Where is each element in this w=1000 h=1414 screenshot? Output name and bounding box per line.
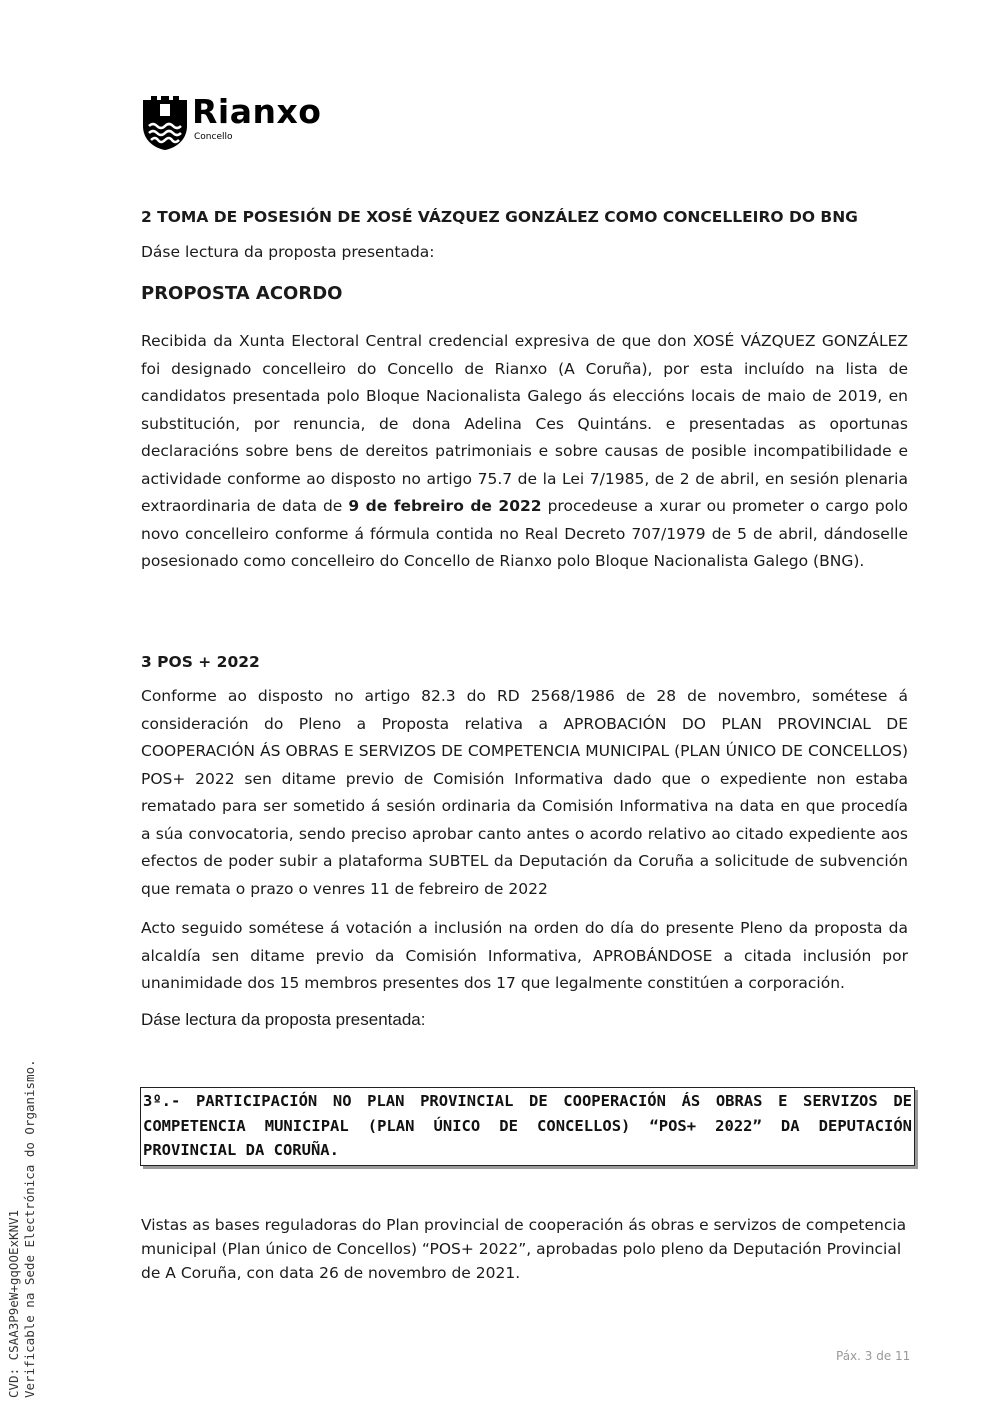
- section-3-heading-block: [141, 653, 908, 671]
- section-3-title: 3 POS + 2022: [141, 653, 260, 671]
- section-2-intro-block: [141, 243, 908, 261]
- logo-name: Rianxo: [192, 92, 322, 131]
- section-3-paragraph-2: Acto seguido sométese á votación a inclusión na orden do día do presente Pleno da proposta da alcaldía sen ditame previo da Comisión Informativa, APROBÁNDOSE a citada inclusión por unanimidade dos 15 membros presentes dos 17 que legalmente constitúen a corporación.: [141, 919, 908, 992]
- verification-note: Verificable na Sede Electrónica do Organismo.: [22, 1059, 37, 1398]
- proposal-subtitle: PROPOSTA ACORDO: [141, 283, 343, 304]
- section-2-heading-block: [141, 208, 908, 226]
- section-3-para2-block: [141, 915, 908, 998]
- section-2-title: 2 TOMA DE POSESIÓN DE XOSÉ VÁZQUEZ GONZÁLEZ COMO CONCELLEIRO DO BNG: [141, 208, 858, 226]
- section-2-body: [141, 328, 908, 576]
- section-2-intro: Dáse lectura da proposta presentada:: [141, 243, 435, 261]
- section-3-paragraph-3: Vistas as bases reguladoras do Plan provincial de cooperación ás obras e servizos de competencia municipal (Plan único de Concellos) “POS+ 2022”, aprobadas polo pleno da Deputación Provincial de A Coruña, con data 26 de novembro de 2021.: [141, 1216, 907, 1282]
- verification-code: CVD: CSAA3P9eW+gqOOExKNV1: [6, 1209, 21, 1398]
- boxed-item-title: 3º.- PARTICIPACIÓN NO PLAN PROVINCIAL DE COOPERACIÓN ÁS OBRAS E SERVIZOS DE COMPETENCIA MUNICIPAL (PLAN ÚNICO DE CONCELLOS) “POS+ 2022” DA DEPUTACIÓN PROVINCIAL DA CORUÑA.: [140, 1087, 915, 1166]
- section-2-subtitle-block: [141, 283, 908, 304]
- section-2-body-start: Recibida da Xunta Electoral Central credencial expresiva de que don XOSÉ VÁZQUEZ GONZÁLEZ foi designado concelleiro do Concello de Rianxo (A Coruña), por esta incluído na lista de candidatos presentada polo Bloque Nacionalista Galego ás eleccións locais de maio de 2019, en substitución, por renuncia, de dona Adelina Ces Quintáns. e presentadas as oportunas declaracións sobre bens de dereitos patrimoniais e sobre causas de posible incompatibilidade e actividade conforme ao disposto no artigo 75.7 de la Lei 7/1985, de 2 de abril, en sesión plenaria extraordinaria de data de: [141, 332, 908, 515]
- page-number: Páx. 3 de 11: [836, 1349, 911, 1363]
- logo-subtitle: Concello: [194, 132, 233, 142]
- session-date: 9 de febreiro de 2022: [348, 497, 542, 515]
- section-3-intro-block: [141, 1010, 908, 1030]
- section-2-body-end: procedeuse a xurar ou prometer o cargo polo novo concelleiro conforme á fórmula contida no Real Decreto 707/1979 de 5 de abril, dándoselle posesionado como concelleiro do Concello de Rianxo polo Bloque Nacionalista Galego (BNG).: [141, 497, 909, 570]
- section-3-intro: Dáse lectura da proposta presentada:: [141, 1010, 426, 1029]
- section-2-body-block: [141, 328, 908, 576]
- section-3-para3-block: [141, 1213, 908, 1285]
- verification-sidebar: [6, 1059, 38, 1398]
- section-3-para1-block: [141, 683, 908, 903]
- section-3-paragraph-1: Conforme ao disposto no artigo 82.3 do RD 2568/1986 de 28 de novembro, sométese á consideración do Pleno a Proposta relativa a APROBACIÓN DO PLAN PROVINCIAL DE COOPERACIÓN ÁS OBRAS E SERVIZOS DE COMPETENCIA MUNICIPAL (PLAN ÚNICO DE CONCELLOS) POS+ 2022 sen ditame previo de Comisión Informativa dado que o expediente non estaba rematado para ser sometido á sesión ordinaria da Comisión Informativa na data en que procedía a súa convocatoria, sendo preciso aprobar canto antes o acordo relativo ao citado expediente aos efectos de poder subir a plataforma SUBTEL da Deputación da Coruña a solicitude de subvención que remata o prazo o venres 11 de febreiro de 2022: [141, 687, 908, 898]
- concello-logo: [142, 92, 352, 152]
- coat-of-arms-icon: [142, 96, 188, 150]
